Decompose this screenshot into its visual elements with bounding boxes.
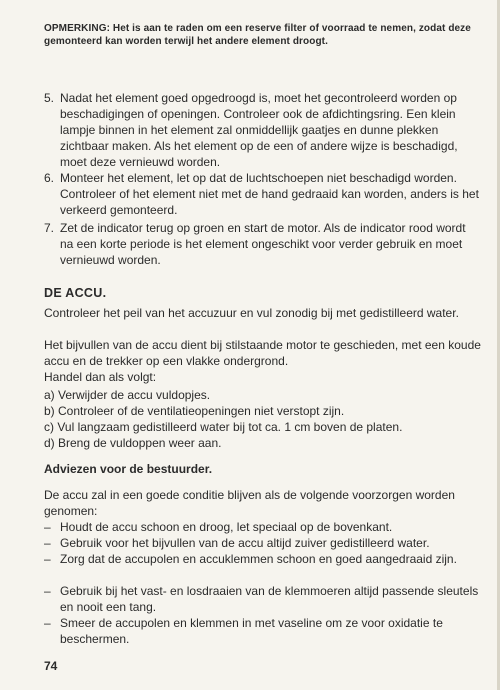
step-number: 6.: [44, 171, 55, 185]
step-number: 5.: [44, 91, 55, 105]
section-heading-advice: Adviezen voor de bestuurder.: [44, 462, 213, 476]
dash-bullet: –: [44, 616, 51, 630]
dash-bullet: –: [44, 536, 51, 550]
step-text: Monteer het element, let op dat de luchtschoepen niet beschadigd worden. Controleer of het element niet met de hand gedraaid kan worden, anders is het verkeerd gemonteerd.: [60, 171, 479, 217]
step-6: [44, 170, 482, 218]
advice-item-text: Houdt de accu schoon en droog, let speciaal op de bovenkant.: [60, 520, 393, 534]
accu-paragraph-3: Handel dan als volgt:: [44, 370, 157, 384]
dash-bullet: –: [44, 584, 51, 598]
step-number: 7.: [44, 221, 55, 235]
advice-intro: De accu zal in een goede conditie blijven als de volgende voorzorgen worden genomen:: [44, 488, 455, 518]
dash-bullet: –: [44, 520, 51, 534]
advice-item: [44, 519, 484, 535]
accu-list-item-d: d) Breng de vuldoppen weer aan.: [44, 436, 222, 450]
accu-list-item-a: a) Verwijder de accu vuldopjes.: [44, 388, 211, 402]
accu-list-item-c: c) Vul langzaam gedistilleerd water bij tot ca. 1 cm boven de platen.: [44, 420, 403, 434]
remark-note: OPMERKING: Het is aan te raden om een reserve filter of voorraad te nemen, zodat deze gemonteerd kan worden terwijl het andere element droogt.: [44, 23, 471, 47]
step-text: Zet de indicator terug op groen en start de motor. Als de indicator rood wordt na een korte periode is het element ongeschikt voor verder gebruik en moet vernieuwd worden.: [60, 221, 466, 267]
page-number: 74: [44, 659, 58, 673]
advice-item: [44, 615, 484, 647]
advice-item-text: Gebruik bij het vast- en losdraaien van de klemmoeren altijd passende sleutels en nooit een tang.: [60, 584, 479, 614]
advice-item-text: Zorg dat de accupolen en accuklemmen schoon en goed aangedraaid zijn.: [60, 552, 457, 566]
advice-item-text: Gebruik voor het bijvullen van de accu altijd zuiver gedistilleerd water.: [60, 536, 430, 550]
advice-item-text: Smeer de accupolen en klemmen in met vaseline om ze voor oxidatie te beschermen.: [60, 616, 443, 646]
advice-item: [44, 551, 484, 567]
step-5: [44, 90, 482, 170]
advice-item: [44, 583, 484, 615]
accu-paragraph-2: Het bijvullen van de accu dient bij stilstaande motor te geschieden, met een koude accu en de trekker op een vlakke ondergrond.: [44, 338, 481, 368]
section-heading-accu: DE ACCU.: [44, 286, 107, 300]
accu-paragraph-1: Controleer het peil van het accuzuur en vul zonodig bij met gedistilleerd water.: [44, 306, 459, 320]
accu-list-item-b: b) Controleer of de ventilatieopeningen niet verstopt zijn.: [44, 404, 345, 418]
dash-bullet: –: [44, 552, 51, 566]
advice-item: [44, 535, 484, 551]
step-7: [44, 220, 482, 268]
step-text: Nadat het element goed opgedroogd is, moet het gecontroleerd worden op beschadigingen of openingen. Controleer ook de afdichtingsring. Een klein lampje binnen in het element zal onmiddellijk gaatjes en dunne plekken zichtbaar maken. Als het element op de een of andere wijze is beschadigd, moet deze vernieuwd worden.: [60, 91, 458, 169]
